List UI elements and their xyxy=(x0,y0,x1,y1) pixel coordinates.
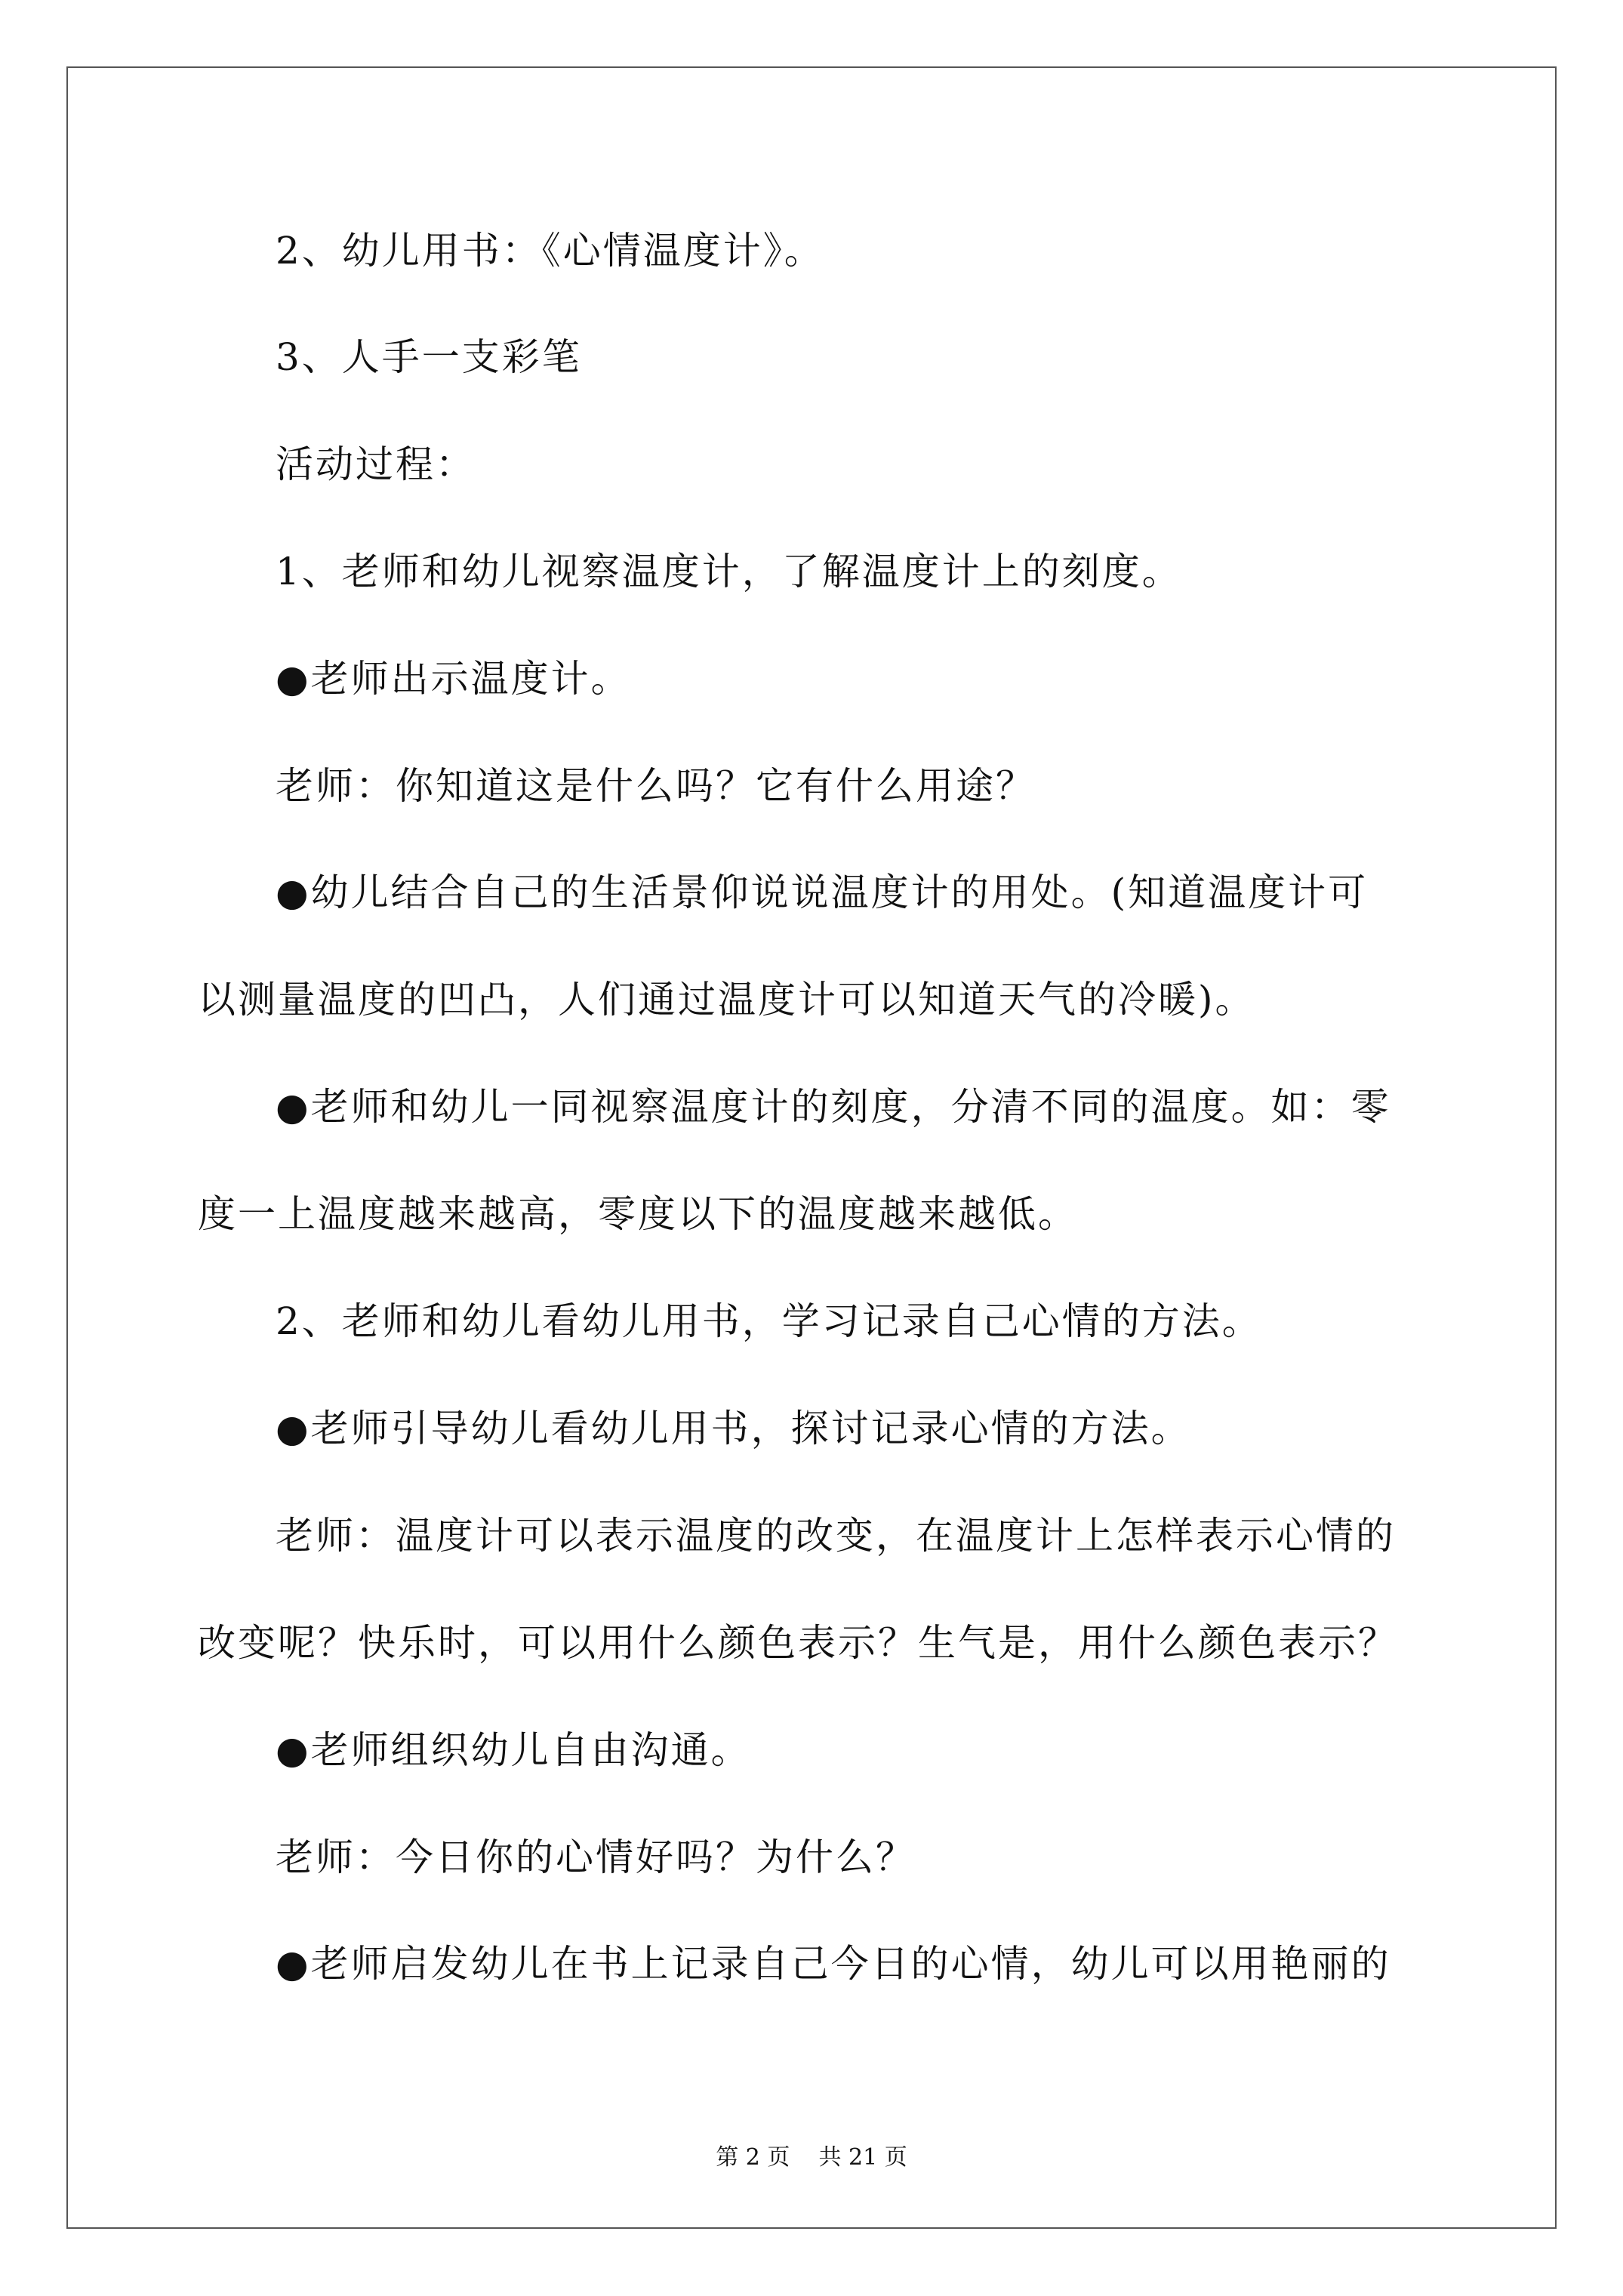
paragraph-bullet: ●老师组织幼儿自由沟通。 xyxy=(276,1728,751,1772)
paragraph-dialogue: 老师：今日你的心情好吗？为什么？ xyxy=(276,1835,916,1879)
paragraph-continuation: 改变呢？快乐时，可以用什么颜色表示？生气是，用什么颜色表示？ xyxy=(198,1621,1398,1665)
paragraph-bullet: ●老师和幼儿一同视察温度计的刻度，分清不同的温度。如：零 xyxy=(276,1085,1391,1129)
paragraph-dialogue: 老师：你知道这是什么吗？它有什么用途？ xyxy=(276,764,1036,808)
paragraph-bullet: ●老师引导幼儿看幼儿用书，探讨记录心情的方法。 xyxy=(276,1407,1191,1450)
paragraph-bullet: ●幼儿结合自己的生活景仰说说温度计的用处。(知道温度计可 xyxy=(276,871,1369,914)
paragraph-materials-3: 3、人手一支彩笔 xyxy=(276,335,582,379)
page-number-footer: 第 2 页 共 21 页 xyxy=(716,2144,907,2171)
paragraph-materials-2: 2、幼儿用书：《心情温度计》。 xyxy=(276,229,824,273)
paragraph-bullet: ●老师启发幼儿在书上记录自己今日的心情，幼儿可以用艳丽的 xyxy=(276,1942,1391,1986)
paragraph-step-1: 1、老师和幼儿视察温度计，了解温度计上的刻度。 xyxy=(276,550,1182,593)
paragraph-bullet: ●老师出示温度计。 xyxy=(276,657,631,701)
paragraph-continuation: 以测量温度的凹凸，人们通过温度计可以知道天气的冷暖)。 xyxy=(198,978,1255,1022)
page-border xyxy=(66,66,1557,2229)
paragraph-dialogue: 老师：温度计可以表示温度的改变，在温度计上怎样表示心情的 xyxy=(276,1514,1396,1558)
section-heading-process: 活动过程： xyxy=(276,442,476,486)
paragraph-step-2: 2、老师和幼儿看幼儿用书，学习记录自己心情的方法。 xyxy=(276,1299,1262,1343)
paragraph-continuation: 度一上温度越来越高，零度以下的温度越来越低。 xyxy=(198,1192,1078,1236)
